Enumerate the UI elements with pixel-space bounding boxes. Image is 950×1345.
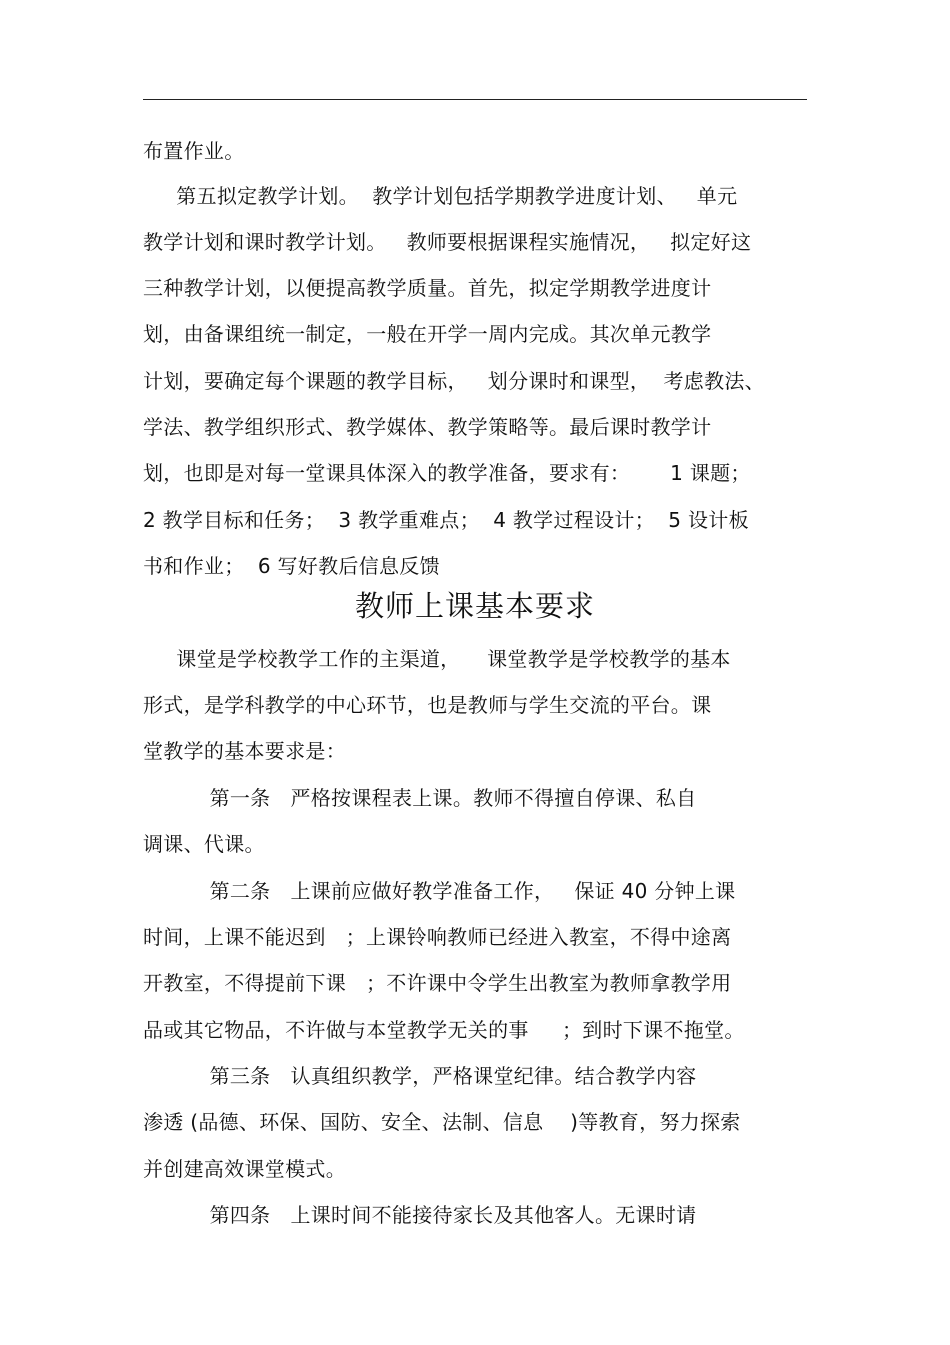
paragraph-line: 划，由备课组统一制定，一般在开学一周内完成。其次单元教学 bbox=[143, 322, 712, 346]
paragraph-line: 时间，上课不能迟到 ；上课铃响教师已经进入教室，不得中途离 bbox=[143, 925, 732, 949]
paragraph-line: 第一条 严格按课程表上课。教师不得擅自停课、私自 bbox=[143, 786, 697, 810]
paragraph-line: 品或其它物品，不许做与本堂教学无关的事 ；到时下课不拖堂。 bbox=[143, 1018, 745, 1042]
paragraph-line: 形式，是学科教学的中心环节，也是教师与学生交流的平台。课 bbox=[143, 693, 712, 717]
paragraph-line: 书和作业； 6 写好教后信息反馈 bbox=[143, 554, 440, 578]
paragraph-line: 第二条 上课前应做好教学准备工作， 保证 40 分钟上课 bbox=[143, 879, 736, 903]
paragraph-line: 第四条 上课时间不能接待家长及其他客人。无课时请 bbox=[143, 1203, 697, 1227]
paragraph-line: 第五拟定教学计划。 教学计划包括学期教学进度计划、 单元 bbox=[143, 184, 738, 208]
paragraph-line: 开教室，不得提前下课 ；不许课中令学生出教室为教师拿教学用 bbox=[143, 971, 732, 995]
header-rule bbox=[143, 99, 807, 100]
paragraph-line: 2 教学目标和任务； 3 教学重难点； 4 教学过程设计； 5 设计板 bbox=[143, 508, 749, 532]
paragraph-line: 渗透 (品德、环保、国防、安全、法制、信息 )等教育，努力探索 bbox=[143, 1110, 741, 1134]
paragraph-line: 第三条 认真组织教学，严格课堂纪律。结合教学内容 bbox=[143, 1064, 697, 1088]
paragraph-line: 课堂是学校教学工作的主渠道， 课堂教学是学校教学的基本 bbox=[143, 647, 731, 671]
paragraph-line: 并创建高效课堂模式。 bbox=[143, 1157, 346, 1181]
section-title: 教师上课基本要求 bbox=[354, 589, 595, 623]
paragraph-line: 堂教学的基本要求是： bbox=[143, 739, 346, 763]
paragraph-line: 布置作业。 bbox=[143, 139, 245, 163]
paragraph-line: 计划，要确定每个课题的教学目标， 划分课时和课型， 考虑教法、 bbox=[143, 369, 765, 393]
paragraph-line: 教学计划和课时教学计划。 教师要根据课程实施情况， 拟定好这 bbox=[143, 230, 752, 254]
paragraph-line: 划，也即是对每一堂课具体深入的教学准备，要求有： 1 课题； bbox=[143, 461, 751, 485]
paragraph-line: 学法、教学组织形式、教学媒体、教学策略等。最后课时教学计 bbox=[143, 415, 712, 439]
paragraph-line: 调课、代课。 bbox=[143, 832, 265, 856]
paragraph-line: 三种教学计划，以便提高教学质量。首先，拟定学期教学进度计 bbox=[143, 276, 712, 300]
